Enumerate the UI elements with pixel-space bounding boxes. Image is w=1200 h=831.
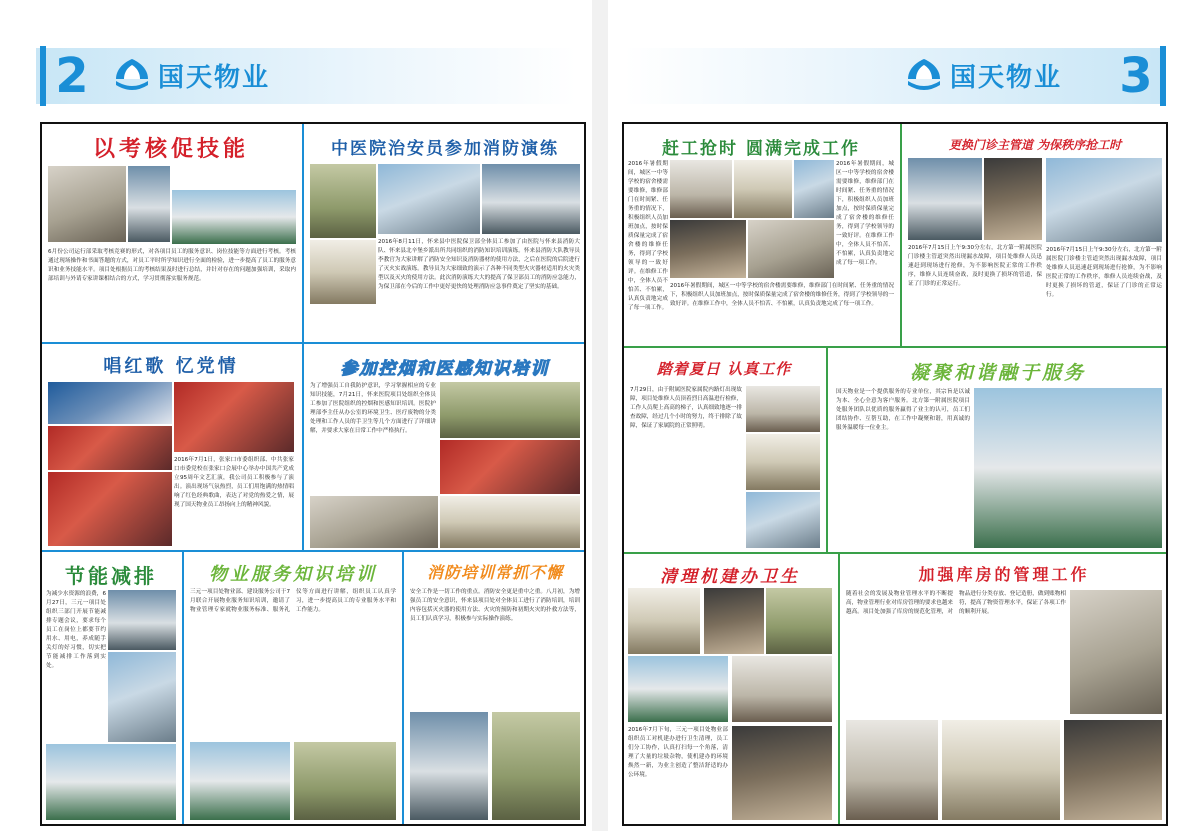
section-body: 6月份公司运行部采取考核竞赛的形式，对各项目员工的服务意识、岗位技能等方面进行考核。考核通过现场操作和书面答题的方式，对员工平时所学知识进行全面的检验，进一步提高了员工的服务意识和业务技能水平。项目处根据员工的考核结果及时进行总结，并针对存在的问题加强培训，采取内部培训与外请专家讲课相结合的方式，学习贯彻落实服务规范。 bbox=[48, 249, 296, 282]
photo bbox=[440, 496, 580, 548]
photo bbox=[746, 386, 820, 432]
company-logo bbox=[112, 52, 270, 98]
section-body: 2016年暑假期间，城区一中等学校的宿舍楼需要维修，维修部门在时间紧、任务重的情况下，积极组织人员加班加点，按时保质保量完成了宿舍楼的维修任务，得到了学校领导的一致好评。在维修工作中，全体人员不怕苦、不怕累，认真负责地完成了每一项工作。 bbox=[628, 161, 668, 311]
photo bbox=[310, 164, 376, 238]
photo bbox=[670, 160, 732, 218]
company-name: 国天物业 bbox=[950, 62, 1063, 93]
divider bbox=[624, 346, 1166, 348]
photo bbox=[482, 164, 580, 234]
section-red-songs bbox=[42, 346, 300, 550]
photo bbox=[732, 656, 832, 722]
right-content-frame bbox=[622, 122, 1168, 826]
page-header-band bbox=[624, 48, 1164, 104]
photo bbox=[942, 720, 1060, 820]
photo bbox=[748, 220, 834, 278]
section-body-cont: 2016年暑假期间，城区一中等学校的宿舍楼需要维修，维修部门在时间紧、任务重的情况下，积极组织人员加班加点，按时保质保量完成了宿舍楼的维修任务，得到了学校领导的一致好评。在维修工作中，全体人员不怕苦、不怕累，认真负责地完成了每一项工作。 bbox=[670, 283, 894, 307]
photo bbox=[492, 712, 580, 820]
photo bbox=[908, 158, 982, 240]
section-pipe-replacement bbox=[904, 124, 1166, 346]
section-harmony-service bbox=[830, 350, 1166, 552]
section-body-cont: 2016年暑假期间，城区一中等学校的宿舍楼需要维修，维修部门在时间紧、任务重的情况下，积极组织人员加班加点，按时保质保量完成了宿舍楼的维修任务，得到了学校领导的一致好评。在维修工作中，全体人员不怕苦、不怕累，认真负责地完成了每一项工作。 bbox=[836, 161, 894, 266]
photo bbox=[48, 166, 126, 242]
divider bbox=[624, 552, 1166, 554]
section-title: 节能减排 bbox=[65, 564, 157, 588]
divider bbox=[42, 342, 584, 344]
photo bbox=[128, 166, 170, 242]
section-summer-work bbox=[624, 350, 824, 552]
section-body: 安全工作是一切工作的重点。消防安全更是重中之重。八月初，为增强员工的安全意识，怀来县项目处对全体员工进行了消防培训，培训内容包括灭火器的使用方法、火灾的预防和初期火灾的扑救方法等，员工们认真学习，积极参与实际操作演练。 bbox=[410, 589, 580, 622]
photo bbox=[440, 382, 580, 438]
section-title: 唱红歌 忆党情 bbox=[103, 356, 239, 377]
company-logo-icon bbox=[112, 55, 152, 95]
photo bbox=[108, 652, 176, 742]
photo bbox=[48, 382, 172, 424]
divider bbox=[302, 344, 304, 550]
section-title: 参加控烟和医感知识培训 bbox=[340, 359, 550, 379]
photo bbox=[670, 220, 746, 278]
section-title: 以考核促技能 bbox=[92, 137, 249, 162]
photo bbox=[172, 190, 296, 244]
section-body: 三元一项目处物业部、建设服务公司于7月联合开展物业服务知识培训，邀请了物业管理专家就物业服务标准、服务礼仪等方面进行讲解，组织员工认真学习，进一步提高员工的专业服务水平和工作能力。 bbox=[190, 589, 396, 613]
section-body: 7月29日，由于附属医院家属院内路灯出现故障，项目处维修人员顶着烈日高温进行检修，工作人员爬上高高的梯子，认真细致地逐一排查故障，经过几个小时的努力，终于排除了故障，保证了家属院的正常照明。 bbox=[630, 387, 742, 429]
photo bbox=[190, 742, 290, 820]
section-body: 为减少水资源的浪费，6月27日，三元一项目处组织三部门开展节能减排专题会议，要求每个员工在岗位上都要节约用水、用电，养成随手关灯的好习惯，切实把节能减排工作落到实处。 bbox=[46, 591, 106, 669]
photo bbox=[704, 588, 764, 654]
section-body: 为了增强员工自我防护意识，学习掌握相应的专业知识技能，7月21日，怀来医院项目处组织全体员工参加了医院组织的控烟和医感知识培训。医院护理部李主任从办公室的环境卫生、医疗废物的分类处理和工作人员的手卫生等几个方面进行了详细讲解，并要求大家在日常工作中严格执行。 bbox=[310, 383, 436, 434]
page-number-bar bbox=[1160, 46, 1166, 106]
photo bbox=[108, 590, 176, 650]
section-rush-work bbox=[624, 124, 898, 346]
section-fire-training bbox=[406, 554, 584, 824]
left-page bbox=[0, 0, 592, 831]
section-body: 随着社会的发展及物业管理水平的不断提高，物业管理行业对库房管理的要求也越来越高。项目处加强了库房的规范化管理，对物品进行分类存放、登记造册，做到账物相符，提高了物资管理水平，保证了各项工作的顺利开展。 bbox=[846, 591, 1066, 615]
photo bbox=[310, 496, 438, 548]
company-name: 国天物业 bbox=[158, 62, 271, 93]
photo bbox=[1070, 590, 1162, 714]
photo bbox=[746, 492, 820, 548]
divider bbox=[302, 124, 304, 342]
section-title: 更换门诊主管道 为保秩序抢工时 bbox=[948, 138, 1122, 152]
photo bbox=[310, 240, 376, 304]
section-smoke-control-training bbox=[306, 346, 584, 550]
photo bbox=[46, 744, 176, 820]
left-content-frame bbox=[40, 122, 586, 826]
section-assessment bbox=[42, 124, 300, 342]
section-title: 加强库房的管理工作 bbox=[918, 565, 1090, 584]
company-logo bbox=[904, 52, 1062, 98]
section-cleaning bbox=[624, 556, 836, 824]
page-number: 3 bbox=[1119, 48, 1153, 104]
section-fire-drill bbox=[306, 124, 584, 342]
photo bbox=[378, 164, 480, 234]
section-body: 2016年8月11日，怀来县中医院保卫部全体员工参加了由医院与怀来县消防大队、怀来县北辛堡乡派出所共同组织的消防知识培训演练。怀来县消防大队教导员李教官为大家讲解了消防安全知识及消防器材的使用方法，之后在医院的后院进行了灭火实战演练。教导员为大家细致的演示了各种不同类型火灾器材适用的火灾类型以及灭火的使用方法。此次消防演练大大的提高了保卫部员工的消防应急能力，为保卫部在今后的工作中更好更快的处理消防应急事件奠定了坚实的基础。 bbox=[378, 239, 580, 290]
section-title: 物业服务知识培训 bbox=[209, 564, 377, 585]
section-body-cont: 2016年7月15日上午9:30分左右，北方第一附属医院门诊楼主管道突然出现漏水故障，项目处维修人员迅速赶到现场进行抢修，为不影响医院正常的工作秩序，维修人员连续奋战，及时更换了损坏的管道，保证了门诊的正常运行。 bbox=[1046, 247, 1162, 298]
section-title: 赶工抢时 圆满完成工作 bbox=[662, 139, 860, 159]
photo bbox=[846, 720, 938, 820]
section-body: 2016年7月下旬，三元一项目处物业部组织员工对机建办进行卫生清理，员工们分工协作，认真打扫每一个角落，清理了大量的垃圾杂物，使机建办的环境焕然一新，为业主创造了整洁舒适的办公环境。 bbox=[628, 727, 728, 778]
photo bbox=[410, 712, 488, 820]
section-title: 中医院治安员参加消防演练 bbox=[331, 139, 559, 159]
divider bbox=[42, 550, 584, 552]
company-logo-icon bbox=[904, 55, 944, 95]
photo bbox=[974, 388, 1162, 548]
photo bbox=[984, 158, 1042, 240]
divider bbox=[402, 552, 404, 824]
photo bbox=[48, 426, 172, 470]
section-warehouse-management bbox=[842, 556, 1166, 824]
photo bbox=[48, 472, 172, 546]
section-service-training bbox=[186, 554, 400, 824]
photo bbox=[734, 160, 792, 218]
divider bbox=[182, 552, 184, 824]
section-title: 踏着夏日 认真工作 bbox=[656, 360, 792, 378]
photo bbox=[440, 440, 580, 494]
center-gutter bbox=[592, 0, 608, 831]
section-body: 2016年7月15日上午9:30分左右，北方第一附属医院门诊楼主管道突然出现漏水故障，项目处维修人员迅速赶到现场进行抢修，为不影响医院正常的工作秩序，维修人员连续奋战，及时更换了损坏的管道，保证了门诊的正常运行。 bbox=[908, 245, 1042, 287]
photo bbox=[1046, 158, 1162, 242]
section-energy-saving bbox=[42, 554, 180, 824]
divider bbox=[900, 124, 902, 346]
divider bbox=[826, 348, 828, 552]
page-number-bar bbox=[40, 46, 46, 106]
photo bbox=[628, 588, 700, 654]
section-title: 消防培训常抓不懈 bbox=[426, 563, 563, 582]
section-title: 凝聚和谐融于服务 bbox=[909, 362, 1086, 384]
photo bbox=[294, 742, 396, 820]
photo bbox=[794, 160, 834, 218]
page-number: 2 bbox=[55, 48, 89, 104]
photo bbox=[174, 382, 294, 452]
photo bbox=[732, 726, 832, 820]
photo bbox=[766, 588, 832, 654]
photo bbox=[746, 434, 820, 490]
right-page bbox=[608, 0, 1200, 831]
section-body: 2016年7月1日，张家口市委组织部、中共张家口市委党校在张家口会展中心举办中国共产党成立95周年文艺汇演，我公司员工积极参与了演出。演出现场气氛热烈，员工们用饱满的热情唱响了红色经典歌曲，表达了对党的热爱之情，展现了国天物业员工昂扬向上的精神风貌。 bbox=[174, 457, 294, 508]
section-body: 国天物业是一个提供服务的专业单位，其宗旨是以诚为本、全心全意为客户服务。北方第一附属医院项目处服务团队以优质的服务赢得了业主的认可，员工们团结协作、互帮互助，在工作中凝聚和谐，用真诚的服务温暖每一位业主。 bbox=[836, 389, 970, 431]
photo bbox=[1064, 720, 1162, 820]
photo bbox=[628, 656, 728, 722]
section-title: 清理机建办卫生 bbox=[660, 567, 800, 587]
divider bbox=[838, 554, 840, 824]
